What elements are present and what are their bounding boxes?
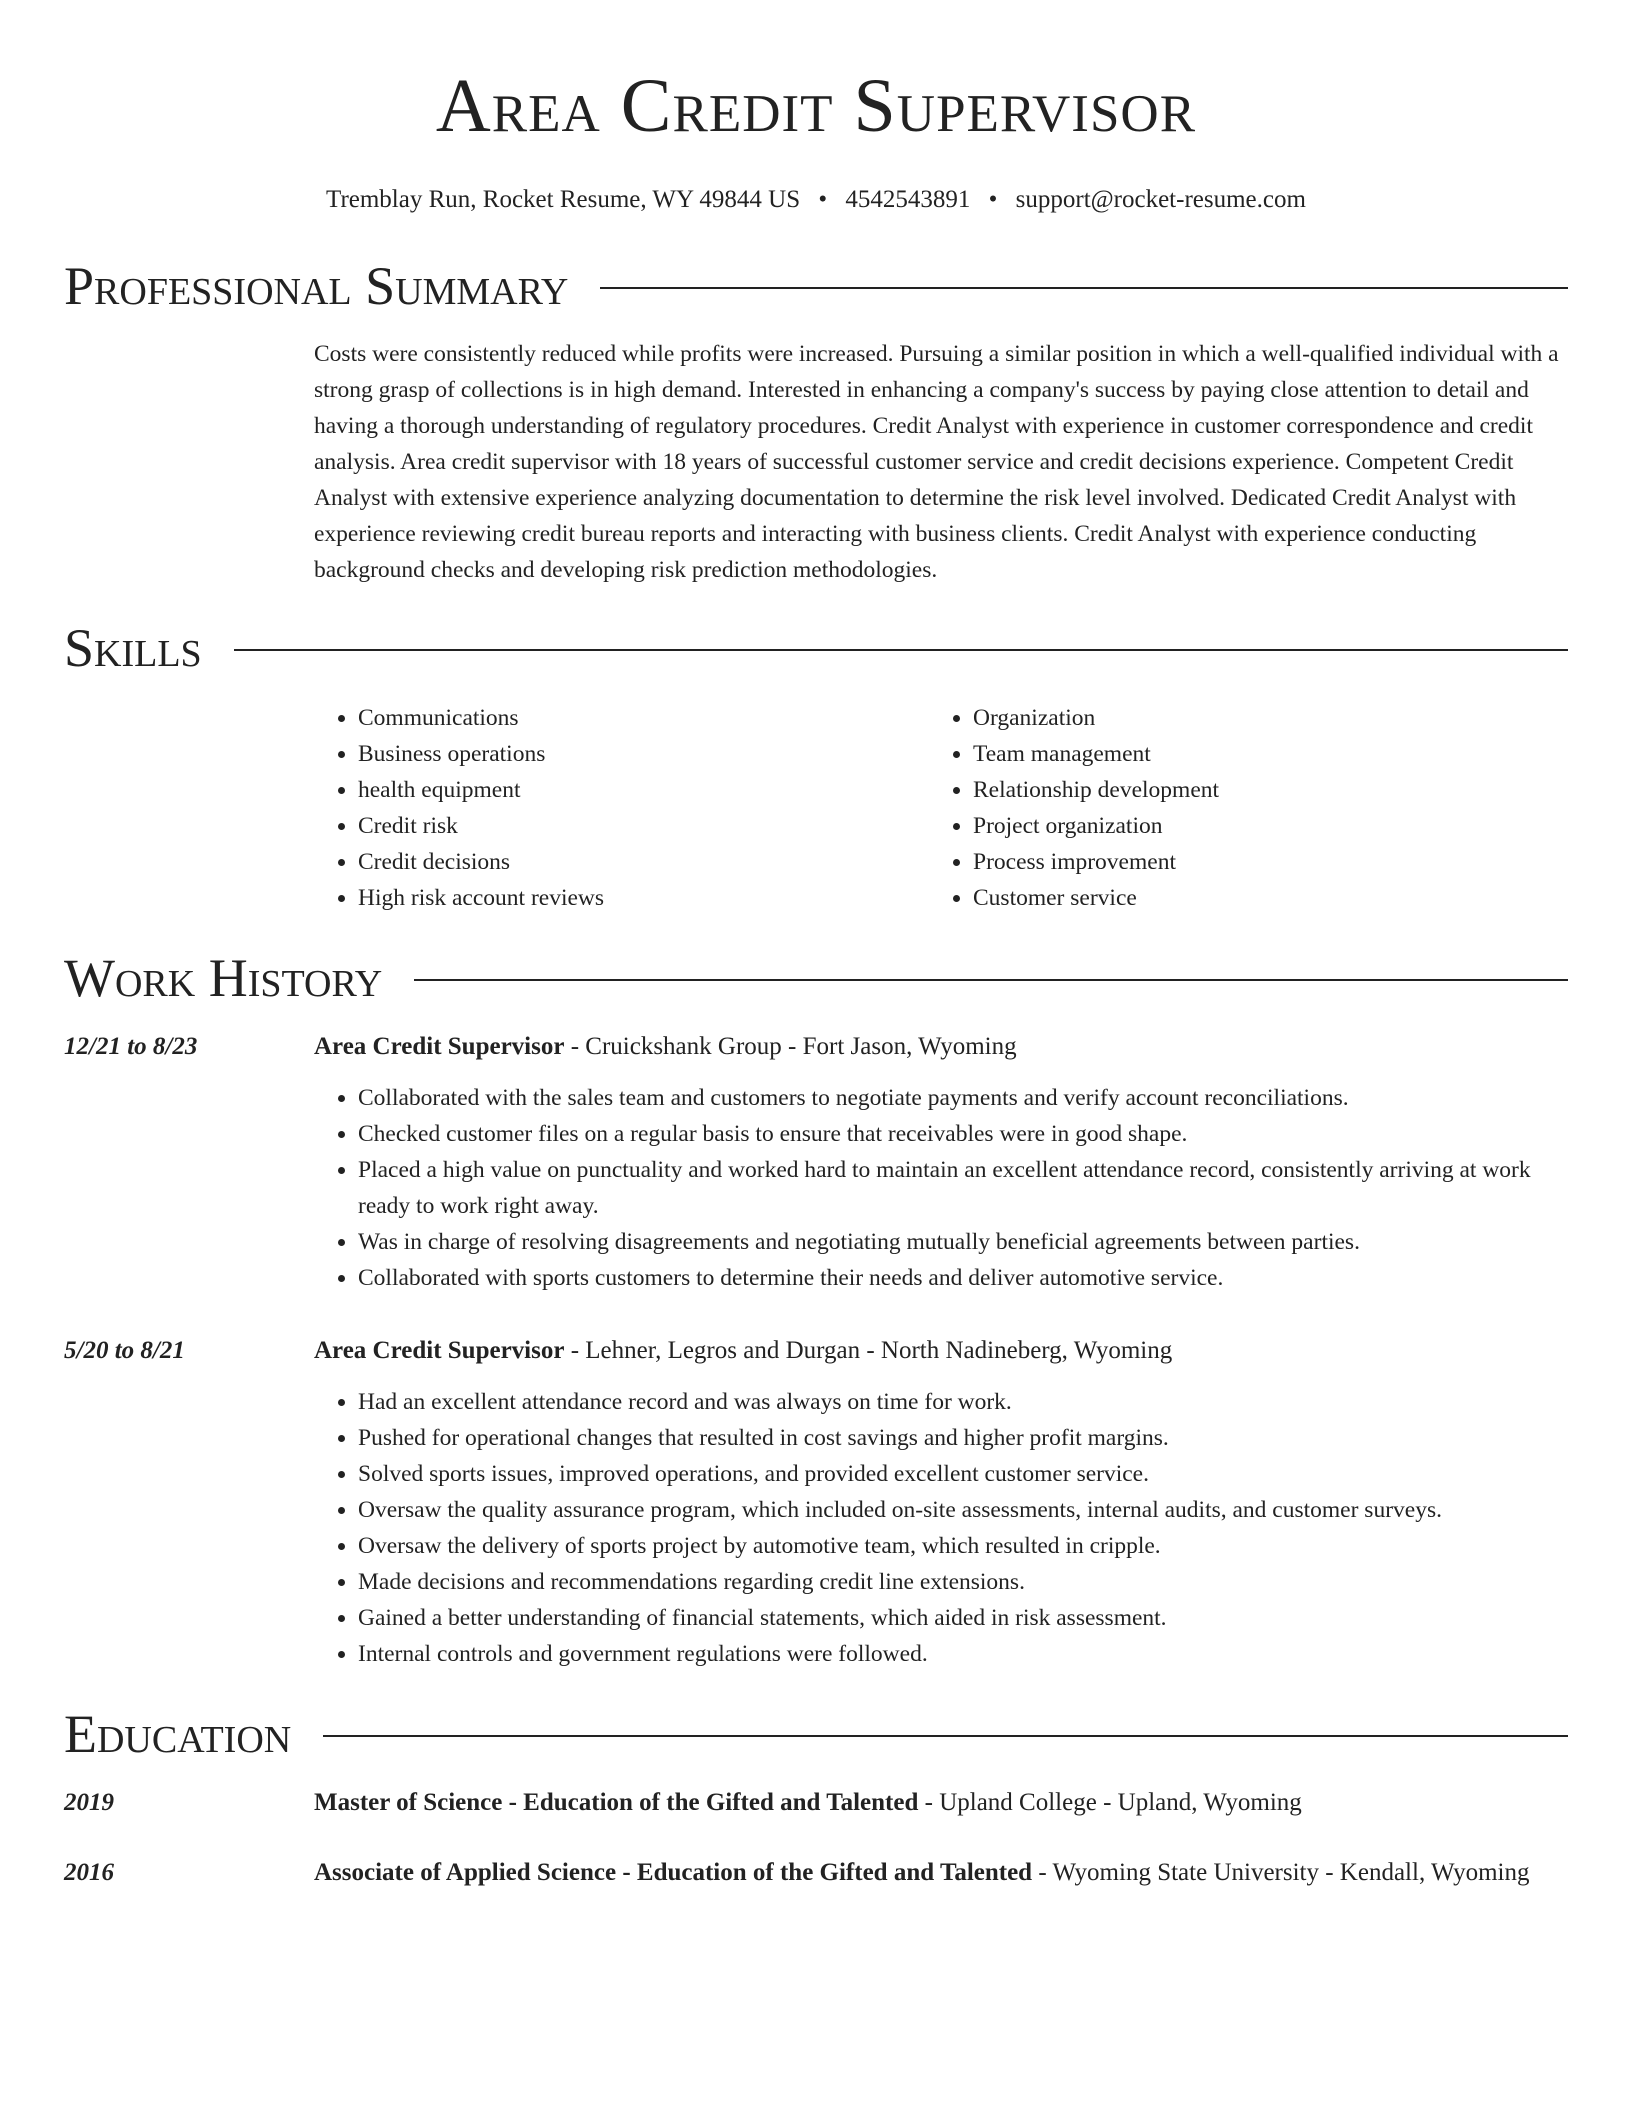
- education-degree: Master of Science - Education of the Gifted and Talented: [314, 1789, 919, 1816]
- education-year: 2016: [64, 1859, 114, 1886]
- job-bullet: • Oversaw the delivery of sports project by automotive team, which resulted in cripple.: [358, 1528, 1568, 1564]
- job-content: [314, 1028, 1568, 1296]
- job-title-line: [314, 1332, 1568, 1370]
- contact-separator: •: [818, 186, 828, 213]
- job-bullets: [314, 1384, 1568, 1672]
- skill-item: • Relationship development: [973, 772, 1544, 808]
- job-bullet: • Oversaw the quality assurance program, which included on-site assessments, internal audits, and customer surveys.: [358, 1492, 1568, 1528]
- education-year: 2019: [64, 1789, 114, 1816]
- skill-item: • Business operations: [358, 736, 929, 772]
- education-entry: [64, 1854, 1568, 1892]
- job-bullet: • Checked customer files on a regular basis to ensure that receivables were in good shape.: [358, 1116, 1568, 1152]
- skill-item: • Process improvement: [973, 844, 1544, 880]
- education-title-line: [314, 1854, 1568, 1892]
- skill-item: • Customer service: [973, 880, 1544, 916]
- job-bullet: • Collaborated with sports customers to determine their needs and deliver automotive service.: [358, 1260, 1568, 1296]
- skill-item: • Communications: [358, 700, 929, 736]
- job-bullet: • Placed a high value on punctuality and worked hard to maintain an excellent attendance record, consistently arriving at work ready to work right away.: [358, 1152, 1568, 1224]
- job-bullet: • Gained a better understanding of financial statements, which aided in risk assessment.: [358, 1600, 1568, 1636]
- job-bullet: • Solved sports issues, improved operations, and provided excellent customer service.: [358, 1456, 1568, 1492]
- job-entry: [64, 1332, 1568, 1672]
- work-heading: Work History: [64, 948, 383, 1008]
- job-content: [314, 1332, 1568, 1672]
- section-divider: [414, 979, 1568, 981]
- job-employer: - Lehner, Legros and Durgan - North Nadineberg, Wyoming: [564, 1337, 1173, 1364]
- skills-column-right: [929, 700, 1544, 916]
- job-employer: - Cruickshank Group - Fort Jason, Wyoming: [564, 1033, 1017, 1060]
- skill-item: • health equipment: [358, 772, 929, 808]
- skills-list: [314, 700, 1568, 916]
- contact-line: [64, 184, 1568, 216]
- summary-section-header: [64, 254, 1568, 318]
- section-divider: [234, 649, 1568, 651]
- education-heading: Education: [64, 1704, 292, 1764]
- contact-address: Tremblay Run, Rocket Resume, WY 49844 US: [326, 186, 801, 213]
- job-title: Area Credit Supervisor: [314, 1337, 565, 1364]
- education-content: [314, 1854, 1568, 1892]
- job-title: Area Credit Supervisor: [314, 1033, 565, 1060]
- skills-heading: Skills: [64, 618, 202, 678]
- contact-phone: 4542543891: [845, 186, 971, 213]
- education-section-header: [64, 1702, 1568, 1766]
- job-bullet: • Had an excellent attendance record and was always on time for work.: [358, 1384, 1568, 1420]
- work-history-list: [64, 1028, 1568, 1672]
- job-dates: 5/20 to 8/21: [64, 1337, 185, 1364]
- job-bullet: • Was in charge of resolving disagreements and negotiating mutually beneficial agreements between parties.: [358, 1224, 1568, 1260]
- job-bullet: • Pushed for operational changes that resulted in cost savings and higher profit margins.: [358, 1420, 1568, 1456]
- job-bullets: [314, 1080, 1568, 1296]
- education-school: - Wyoming State University - Kendall, Wyoming: [1032, 1859, 1530, 1886]
- contact-separator: •: [988, 186, 998, 213]
- summary-paragraph: Costs were consistently reduced while profits were increased. Pursuing a similar position in which a well-qualified individual with a strong grasp of collections is in high demand. Interested in enhancing a company's success by paying close attention to detail and having a thorough understanding of regulatory procedures. Credit Analyst with experience in customer correspondence and credit analysis. Area credit supervisor with 18 years of successful customer service and credit decisions experience. Competent Credit Analyst with extensive experience analyzing documentation to determine the risk level involved. Dedicated Credit Analyst with experience reviewing credit bureau reports and interacting with business clients. Credit Analyst with experience conducting background checks and developing risk prediction methodologies.: [314, 341, 1559, 583]
- skill-item: • Credit decisions: [358, 844, 929, 880]
- education-degree: Associate of Applied Science - Education of the Gifted and Talented: [314, 1859, 1033, 1886]
- contact-email[interactable]: support@rocket-resume.com: [1015, 186, 1306, 213]
- section-divider: [600, 287, 1568, 289]
- summary-heading: Professional Summary: [64, 256, 569, 316]
- education-content: [314, 1784, 1568, 1822]
- education-title-line: [314, 1784, 1568, 1822]
- job-bullet: • Collaborated with the sales team and customers to negotiate payments and verify account reconciliations.: [358, 1080, 1568, 1116]
- skill-item: • Credit risk: [358, 808, 929, 844]
- skill-item: • Project organization: [973, 808, 1544, 844]
- education-entry: [64, 1784, 1568, 1822]
- job-bullet: • Made decisions and recommendations regarding credit line extensions.: [358, 1564, 1568, 1600]
- skills-column-left: [314, 700, 929, 916]
- skill-item: • Organization: [973, 700, 1544, 736]
- education-list: [64, 1784, 1568, 1892]
- skill-item: • High risk account reviews: [358, 880, 929, 916]
- job-dates: 12/21 to 8/23: [64, 1033, 198, 1060]
- candidate-name: Area Credit Supervisor: [435, 64, 1197, 148]
- job-title-line: [314, 1028, 1568, 1066]
- education-school: - Upland College - Upland, Wyoming: [918, 1789, 1302, 1816]
- skills-section-header: [64, 616, 1568, 680]
- job-entry: [64, 1028, 1568, 1296]
- skill-item: • Team management: [973, 736, 1544, 772]
- job-bullet: • Internal controls and government regulations were followed.: [358, 1636, 1568, 1672]
- work-section-header: [64, 946, 1568, 1010]
- section-divider: [323, 1735, 1568, 1737]
